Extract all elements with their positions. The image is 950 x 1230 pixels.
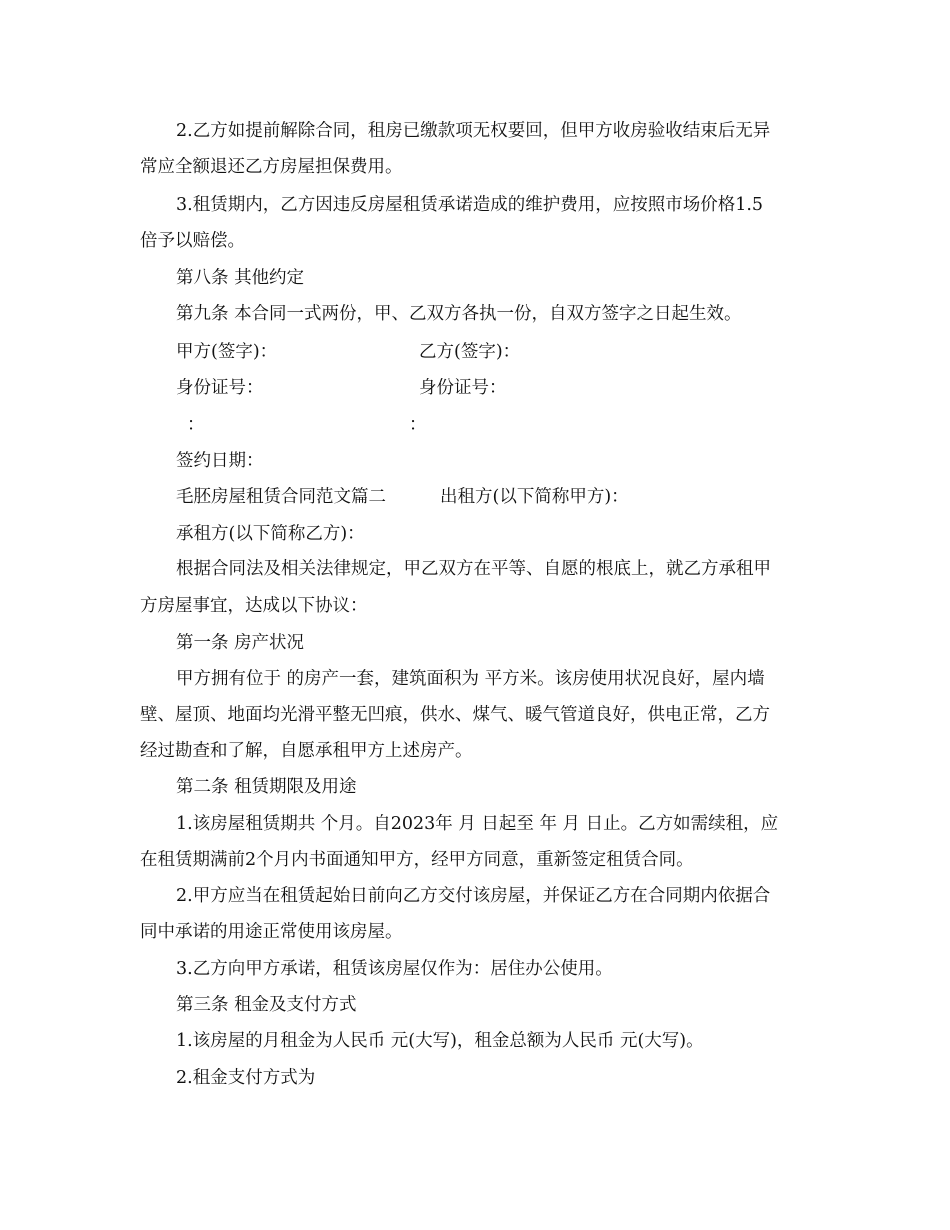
article-2-item-1-line-2: 在租赁期满前2个月内书面通知甲方，经甲方同意，重新签定租赁合同。 (140, 850, 694, 870)
article-3-item-2: 2.租金支付方式为 (176, 1068, 316, 1088)
article-1-line-3: 经过勘查和了解，自愿承租甲方上述房产。 (140, 741, 473, 761)
section-2-title: 毛胚房屋租赁合同范文篇二 (176, 487, 386, 507)
article-1-line-1: 甲方拥有位于 的房产一套，建筑面积为 平方米。该房使用状况良好，屋内墙 (176, 669, 765, 689)
article-2-item-1-line-1: 1.该房屋租赁期共 个月。自2023年 月 日起至 年 月 日止。乙方如需续租，应 (176, 814, 779, 834)
clause-7-item-3-line-1: 3.租赁期内，乙方因违反房屋租赁承诺造成的维护费用，应按照市场价格1.5 (176, 195, 764, 215)
clause-7-item-3-line-2: 倍予以赔偿。 (140, 231, 245, 251)
article-2-item-2-line-1: 2.甲方应当在租赁起始日前向乙方交付该房屋，并保证乙方在合同期内依据合 (176, 886, 771, 906)
party-a-colon: ： (187, 415, 205, 435)
preamble-line-1: 根据合同法及相关法律规定，甲乙双方在平等、自愿的根底上，就乙方承租甲 (176, 559, 771, 579)
article-2-heading: 第二条 租赁期限及用途 (176, 777, 357, 797)
article-3-heading: 第三条 租金及支付方式 (176, 995, 357, 1015)
party-b-id-label: 身份证号： (419, 378, 507, 398)
clause-7-item-2-line-1: 2.乙方如提前解除合同，租房已缴款项无权要回，但甲方收房验收结束后无异 (176, 121, 771, 141)
article-1-line-2: 壁、屋顶、地面均光滑平整无凹痕，供水、煤气、暖气管道良好，供电正常，乙方 (140, 705, 770, 725)
article-3-item-1: 1.该房屋的月租金为人民币 元(大写)，租金总额为人民币 元(大写)。 (176, 1031, 704, 1051)
party-b-colon: ： (409, 415, 427, 435)
lessee-label: 承租方(以下简称乙方)： (176, 524, 365, 544)
clause-8-heading: 第八条 其他约定 (176, 268, 305, 288)
preamble-line-2: 方房屋事宜，达成以下协议： (140, 596, 368, 616)
clause-7-item-2-line-2: 常应全额退还乙方房屋担保费用。 (140, 157, 403, 177)
article-1-heading: 第一条 房产状况 (176, 633, 305, 653)
party-b-signature-label: 乙方(签字)： (419, 342, 521, 362)
party-a-signature-label: 甲方(签字)： (176, 342, 278, 362)
clause-9-text: 第九条 本合同一式两份，甲、乙双方各执一份，自双方签字之日起生效。 (176, 304, 742, 324)
party-a-id-label: 身份证号： (176, 378, 264, 398)
article-2-item-2-line-2: 同中承诺的用途正常使用该房屋。 (140, 922, 403, 942)
lessor-label: 出租方(以下简称甲方)： (440, 487, 629, 507)
article-2-item-3: 3.乙方向甲方承诺，租赁该房屋仅作为：居住办公使用。 (176, 959, 613, 979)
sign-date-label: 签约日期： (176, 451, 264, 471)
